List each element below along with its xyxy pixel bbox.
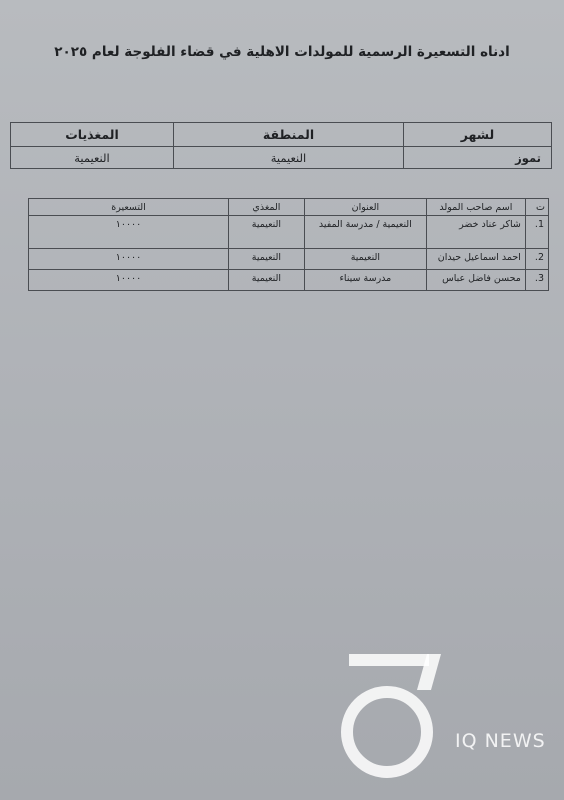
table-row <box>29 270 549 291</box>
row-price: ١٠٠٠٠ <box>29 270 229 291</box>
row-seq: 2. <box>525 249 548 270</box>
row-address: النعيمية / مدرسة المفيد <box>304 216 426 249</box>
generators-table <box>28 198 549 291</box>
row-owner: محسن فاضل عباس <box>426 270 525 291</box>
cell-month: تموز <box>404 147 552 169</box>
header-feeder: المغذي <box>229 199 305 216</box>
row-owner: شاكر عناد خضر <box>426 216 525 249</box>
row-feeder: النعيمية <box>229 249 305 270</box>
row-address: مدرسة سيناء <box>304 270 426 291</box>
row-address: النعيمية <box>304 249 426 270</box>
row-feeder: النعيمية <box>229 216 305 249</box>
watermark-text: IQ NEWS <box>455 730 546 752</box>
row-feeder: النعيمية <box>229 270 305 291</box>
row-price: ١٠٠٠٠ <box>29 216 229 249</box>
summary-table <box>10 122 552 169</box>
header-owner: اسم صاحب المولد <box>426 199 525 216</box>
table-row <box>29 249 549 270</box>
row-owner: احمد اسماعيل حيدان <box>426 249 525 270</box>
header-region: المنطقة <box>174 123 404 147</box>
row-price: ١٠٠٠٠ <box>29 249 229 270</box>
header-address: العنوان <box>304 199 426 216</box>
cell-region: النعيمية <box>174 147 404 169</box>
cell-feeders: النعيمية <box>11 147 174 169</box>
row-seq: 3. <box>525 270 548 291</box>
table-row <box>29 216 549 249</box>
iq-news-logo-icon <box>335 650 555 790</box>
document-title: ادناه التسعيرة الرسمية للمولدات الاهلية في قضاء الفلوجة لعام ٢٠٢٥ <box>54 44 510 60</box>
details-header-row <box>29 199 549 216</box>
summary-header-row <box>11 123 552 147</box>
row-seq: 1. <box>525 216 548 249</box>
header-seq: ت <box>525 199 548 216</box>
header-feeders: المغذيات <box>11 123 174 147</box>
header-price: التسعيرة <box>29 199 229 216</box>
summary-data-row <box>11 147 552 169</box>
header-month: لشهر <box>404 123 552 147</box>
